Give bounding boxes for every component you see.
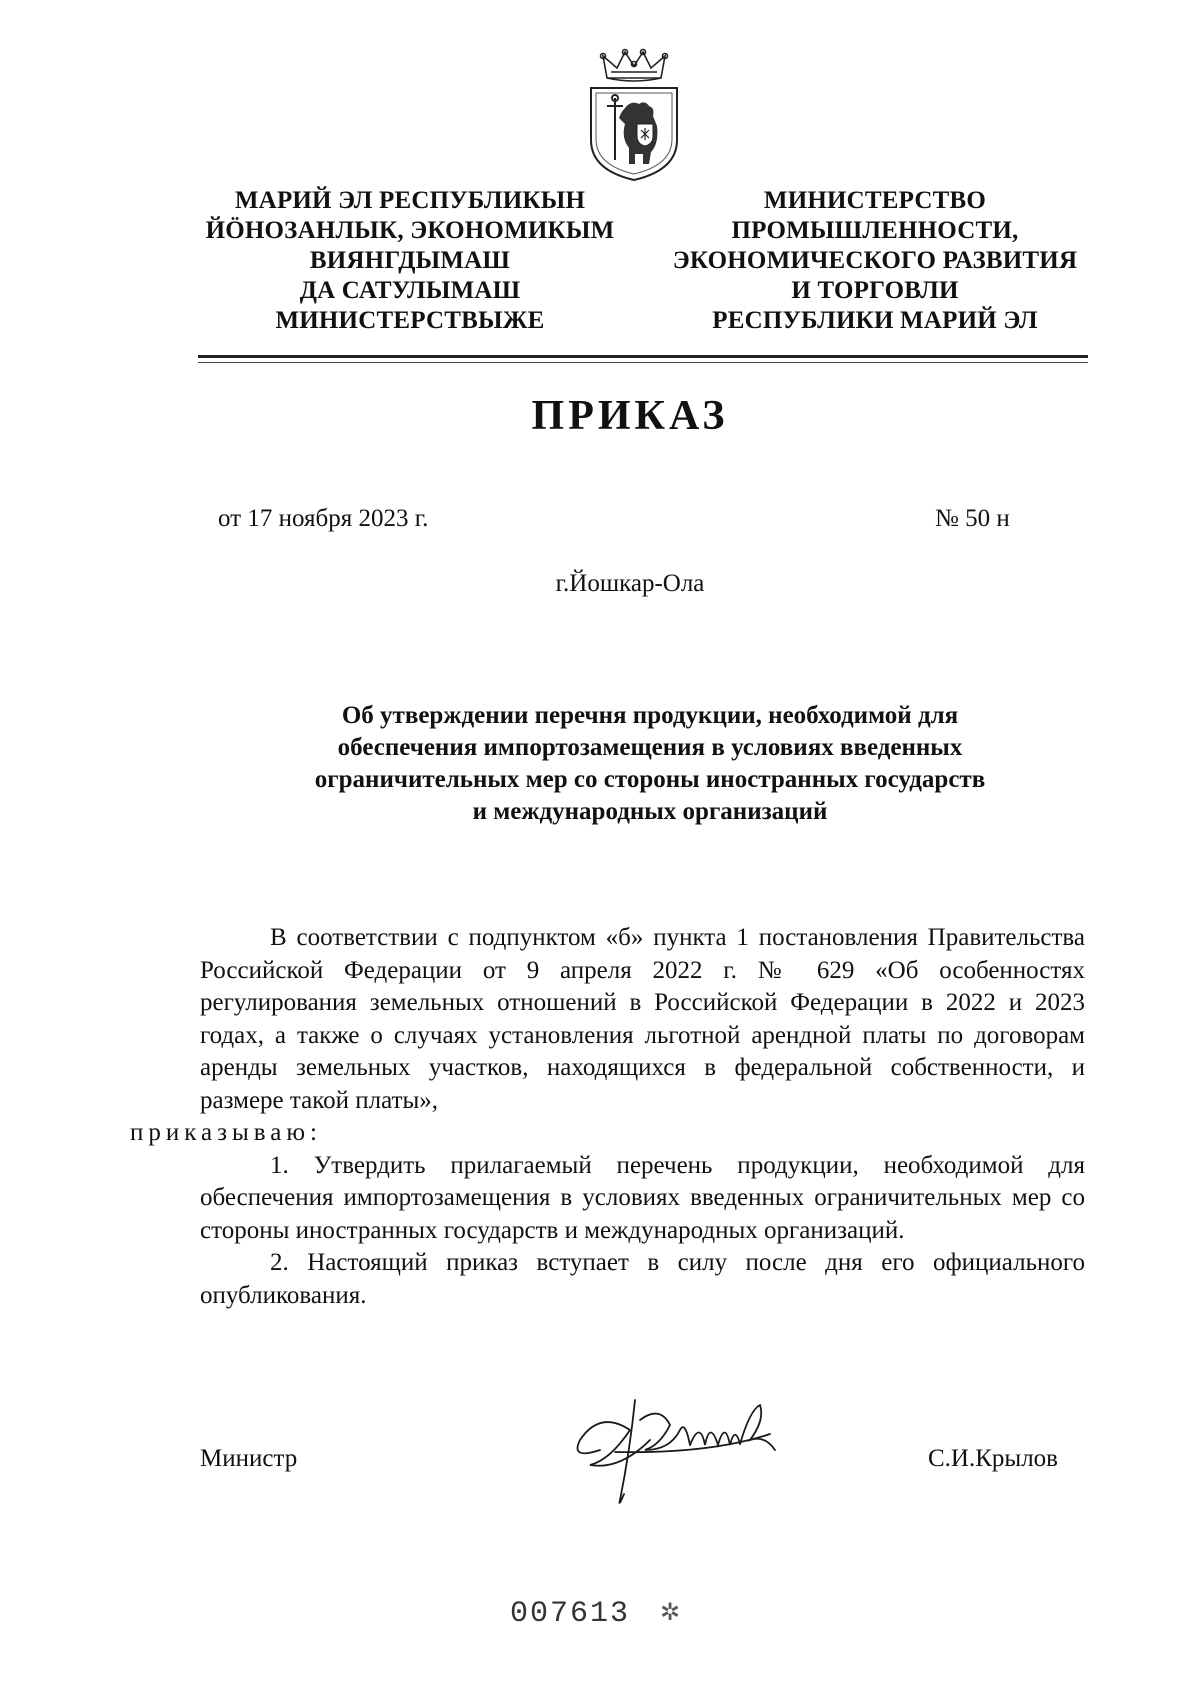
subject-line: ограничительных мер со стороны иностранных государств <box>314 766 986 793</box>
header-right-line: И ТОРГОВЛИ <box>791 277 959 304</box>
header-right-russian <box>655 186 1095 336</box>
subject-line: и международных организаций <box>472 798 828 825</box>
header-left-line: ВИЯНГДЫМАШ <box>309 247 511 274</box>
subject-line: обеспечения импортозамещения в условиях введенных <box>337 734 963 761</box>
header-left-line: ДА САТУЛЫМАШ <box>299 277 521 304</box>
asterisk-mark-icon: ✲ <box>660 1600 681 1626</box>
header-left-line: ЙӦНОЗАНЛЫК, ЭКОНОМИКЫМ <box>205 217 615 244</box>
document-number: № 50 н <box>935 505 1010 532</box>
document-city: г.Йошкар-Ола <box>555 570 705 597</box>
subject-line: Об утверждении перечня продукции, необходимой для <box>341 702 959 729</box>
header-divider <box>198 355 1088 358</box>
serial-number: 007613 <box>510 1597 631 1631</box>
header-right-line: ЭКОНОМИЧЕСКОГО РАЗВИТИЯ <box>672 247 1078 274</box>
header-right-line: МИНИСТЕРСТВО <box>763 187 987 214</box>
preamble-text: В соответствии с подпунктом «б» пункта 1 постановления Правительства Российской Федерации от 9 апреля 2022 г. № 629 «Об особенностях регулирования земельных отношений в Российской Федерации в 2022 и 2023 годах, а также о случаях установления льготной арендной платы по договорам аренды земельных участков, находящихся в федеральной собственности, и размере такой платы», <box>200 924 1085 1114</box>
document-subject <box>240 700 1060 828</box>
body-preamble <box>130 922 1085 1150</box>
handwritten-signature-icon <box>560 1390 820 1510</box>
header-right-line: ПРОМЫШЛЕННОСТИ, <box>731 217 1019 244</box>
body-item-1: 1. Утвердить прилагаемый перечень продукции, необходимой для обеспечения импортозамещения в условиях введенных ограничительных мер со стороны иностранных государств и международных организаций. <box>200 1151 1085 1244</box>
header-left-line: МИНИСТЕРСТВЫЖЕ <box>275 307 545 334</box>
header-left-mari <box>190 186 630 336</box>
document-body <box>130 922 1085 1312</box>
document-title: ПРИКАЗ <box>531 393 729 439</box>
body-item-2: 2. Настоящий приказ вступает в силу после дня его официального опубликования. <box>200 1249 1085 1309</box>
signer-name: С.И.Крылов <box>928 1445 1058 1472</box>
document-date: от 17 ноября 2023 г. <box>218 505 429 532</box>
header-left-line: МАРИЙ ЭЛ РЕСПУБЛИКЫН <box>234 187 586 214</box>
header-divider-thin <box>198 362 1088 363</box>
order-word: приказываю: <box>130 1119 322 1146</box>
signer-position: Министр <box>200 1445 298 1472</box>
coat-of-arms-icon <box>585 48 683 183</box>
header-right-line: РЕСПУБЛИКИ МАРИЙ ЭЛ <box>712 307 1038 334</box>
